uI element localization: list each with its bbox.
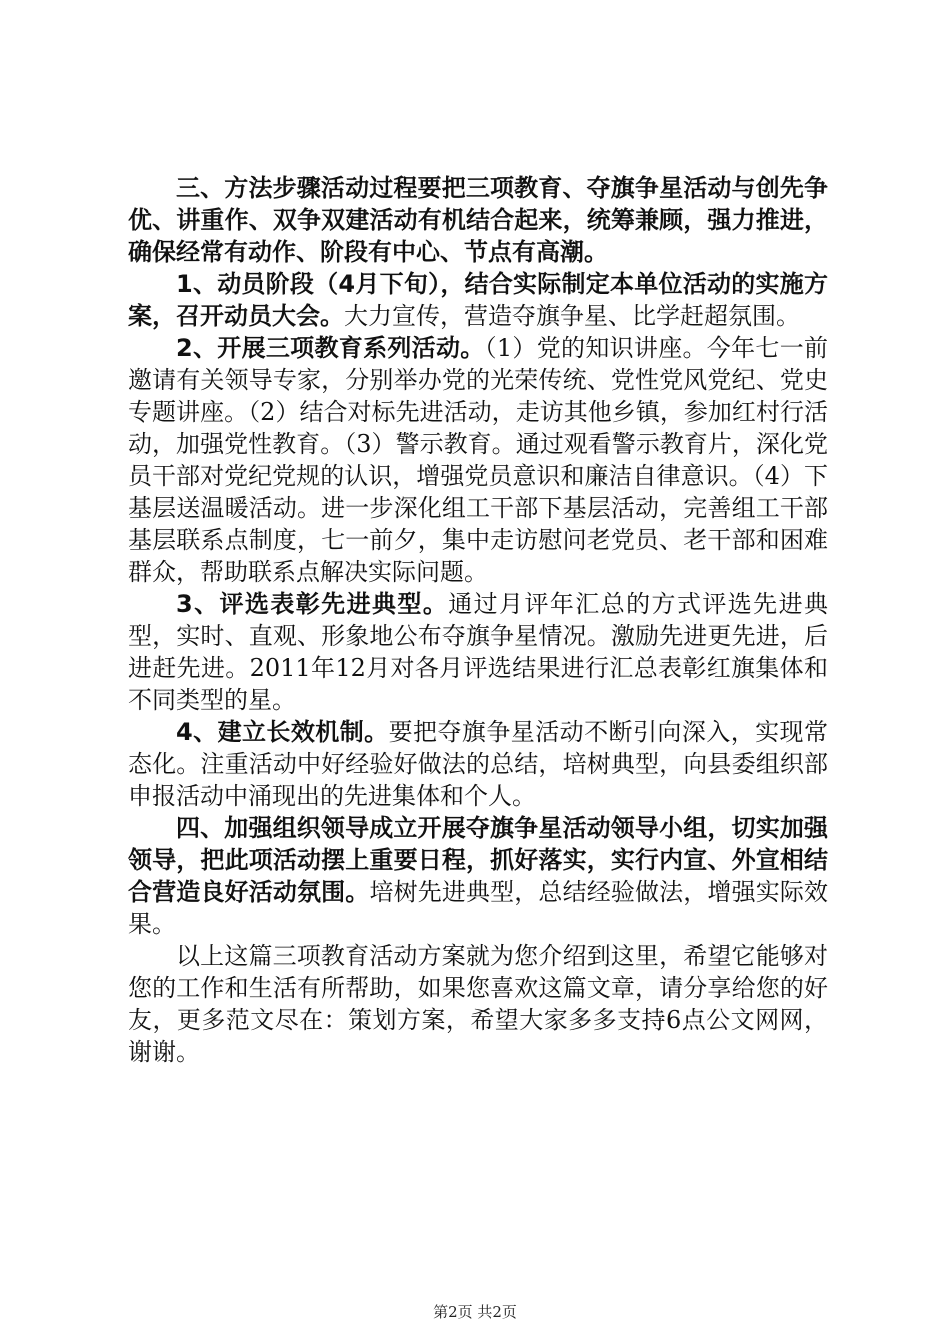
paragraph-heading: 四、加强组织领导成立开展夺旗争星活动领导小组，切实加强领导，把此项活动摆上重要日程，抓好落实，实行内宣、外宣相结合营造良好活动氛围。 [128, 814, 828, 906]
paragraph-heading: 4、建立长效机制。 [176, 718, 389, 746]
paragraph-text: 通过月评年汇总的方式评选先进典型，实时、直观、形象地公布夺旗争星情况。激励先进更先进，后进赶先进。2011年12月对各月评选结果进行汇总表彰红旗集体和不同类型的星。 [128, 590, 828, 714]
paragraph-select-models [128, 588, 828, 716]
paragraph-text: （1）党的知识讲座。今年七一前邀请有关领导专家，分别举办党的光荣传统、党性党风党纪、党史专题讲座。（2）结合对标先进活动，走访其他乡镇，参加红村行活动，加强党性教育。（3）警示教育。通过观看警示教育片，深化党员干部对党纪党规的认识，增强党员意识和廉洁自律意识。（4）下基层送温暖活动。进一步深化组工干部下基层活动，完善组工干部基层联系点制度，七一前夕，集中走访慰问老党员、老干部和困难群众，帮助联系点解决实际问题。 [128, 334, 828, 586]
paragraph-heading: 1、动员阶段（4月下旬），结合实际制定本单位活动的实施方案，召开动员大会。 [128, 270, 828, 330]
paragraph-education-activities [128, 332, 828, 588]
paragraph-text: 要把夺旗争星活动不断引向深入，实现常态化。注重活动中好经验好做法的总结，培树典型，向县委组织部申报活动中涌现出的先进集体和个人。 [128, 718, 828, 810]
paragraph-method-steps [128, 172, 828, 268]
paragraph-heading: 3、评选表彰先进典型。 [176, 590, 449, 618]
paragraph-mobilization-stage [128, 268, 828, 332]
paragraph-closing [128, 940, 828, 1068]
paragraph-heading: 2、开展三项教育系列活动。 [176, 334, 485, 362]
page-number-footer: 第2页 共2页 [433, 1303, 517, 1321]
paragraph-text: 以上这篇三项教育活动方案就为您介绍到这里，希望它能够对您的工作和生活有所帮助，如果您喜欢这篇文章，请分享给您的好友，更多范文尽在：策划方案，希望大家多多支持6点公文网网，谢谢。 [128, 942, 828, 1066]
paragraph-long-term-mechanism [128, 716, 828, 812]
paragraph-text: 培树先进典型，总结经验做法，增强实际效果。 [128, 878, 829, 938]
paragraph-heading: 三、方法步骤活动过程要把三项教育、夺旗争星活动与创先争优、讲重作、双争双建活动有机结合起来，统筹兼顾，强力推进，确保经常有动作、阶段有中心、节点有高潮。 [128, 174, 828, 266]
document-body [128, 172, 828, 1068]
paragraph-text: 大力宣传，营造夺旗争星、比学赶超氛围。 [344, 302, 800, 330]
paragraph-organization-leadership [128, 812, 828, 940]
